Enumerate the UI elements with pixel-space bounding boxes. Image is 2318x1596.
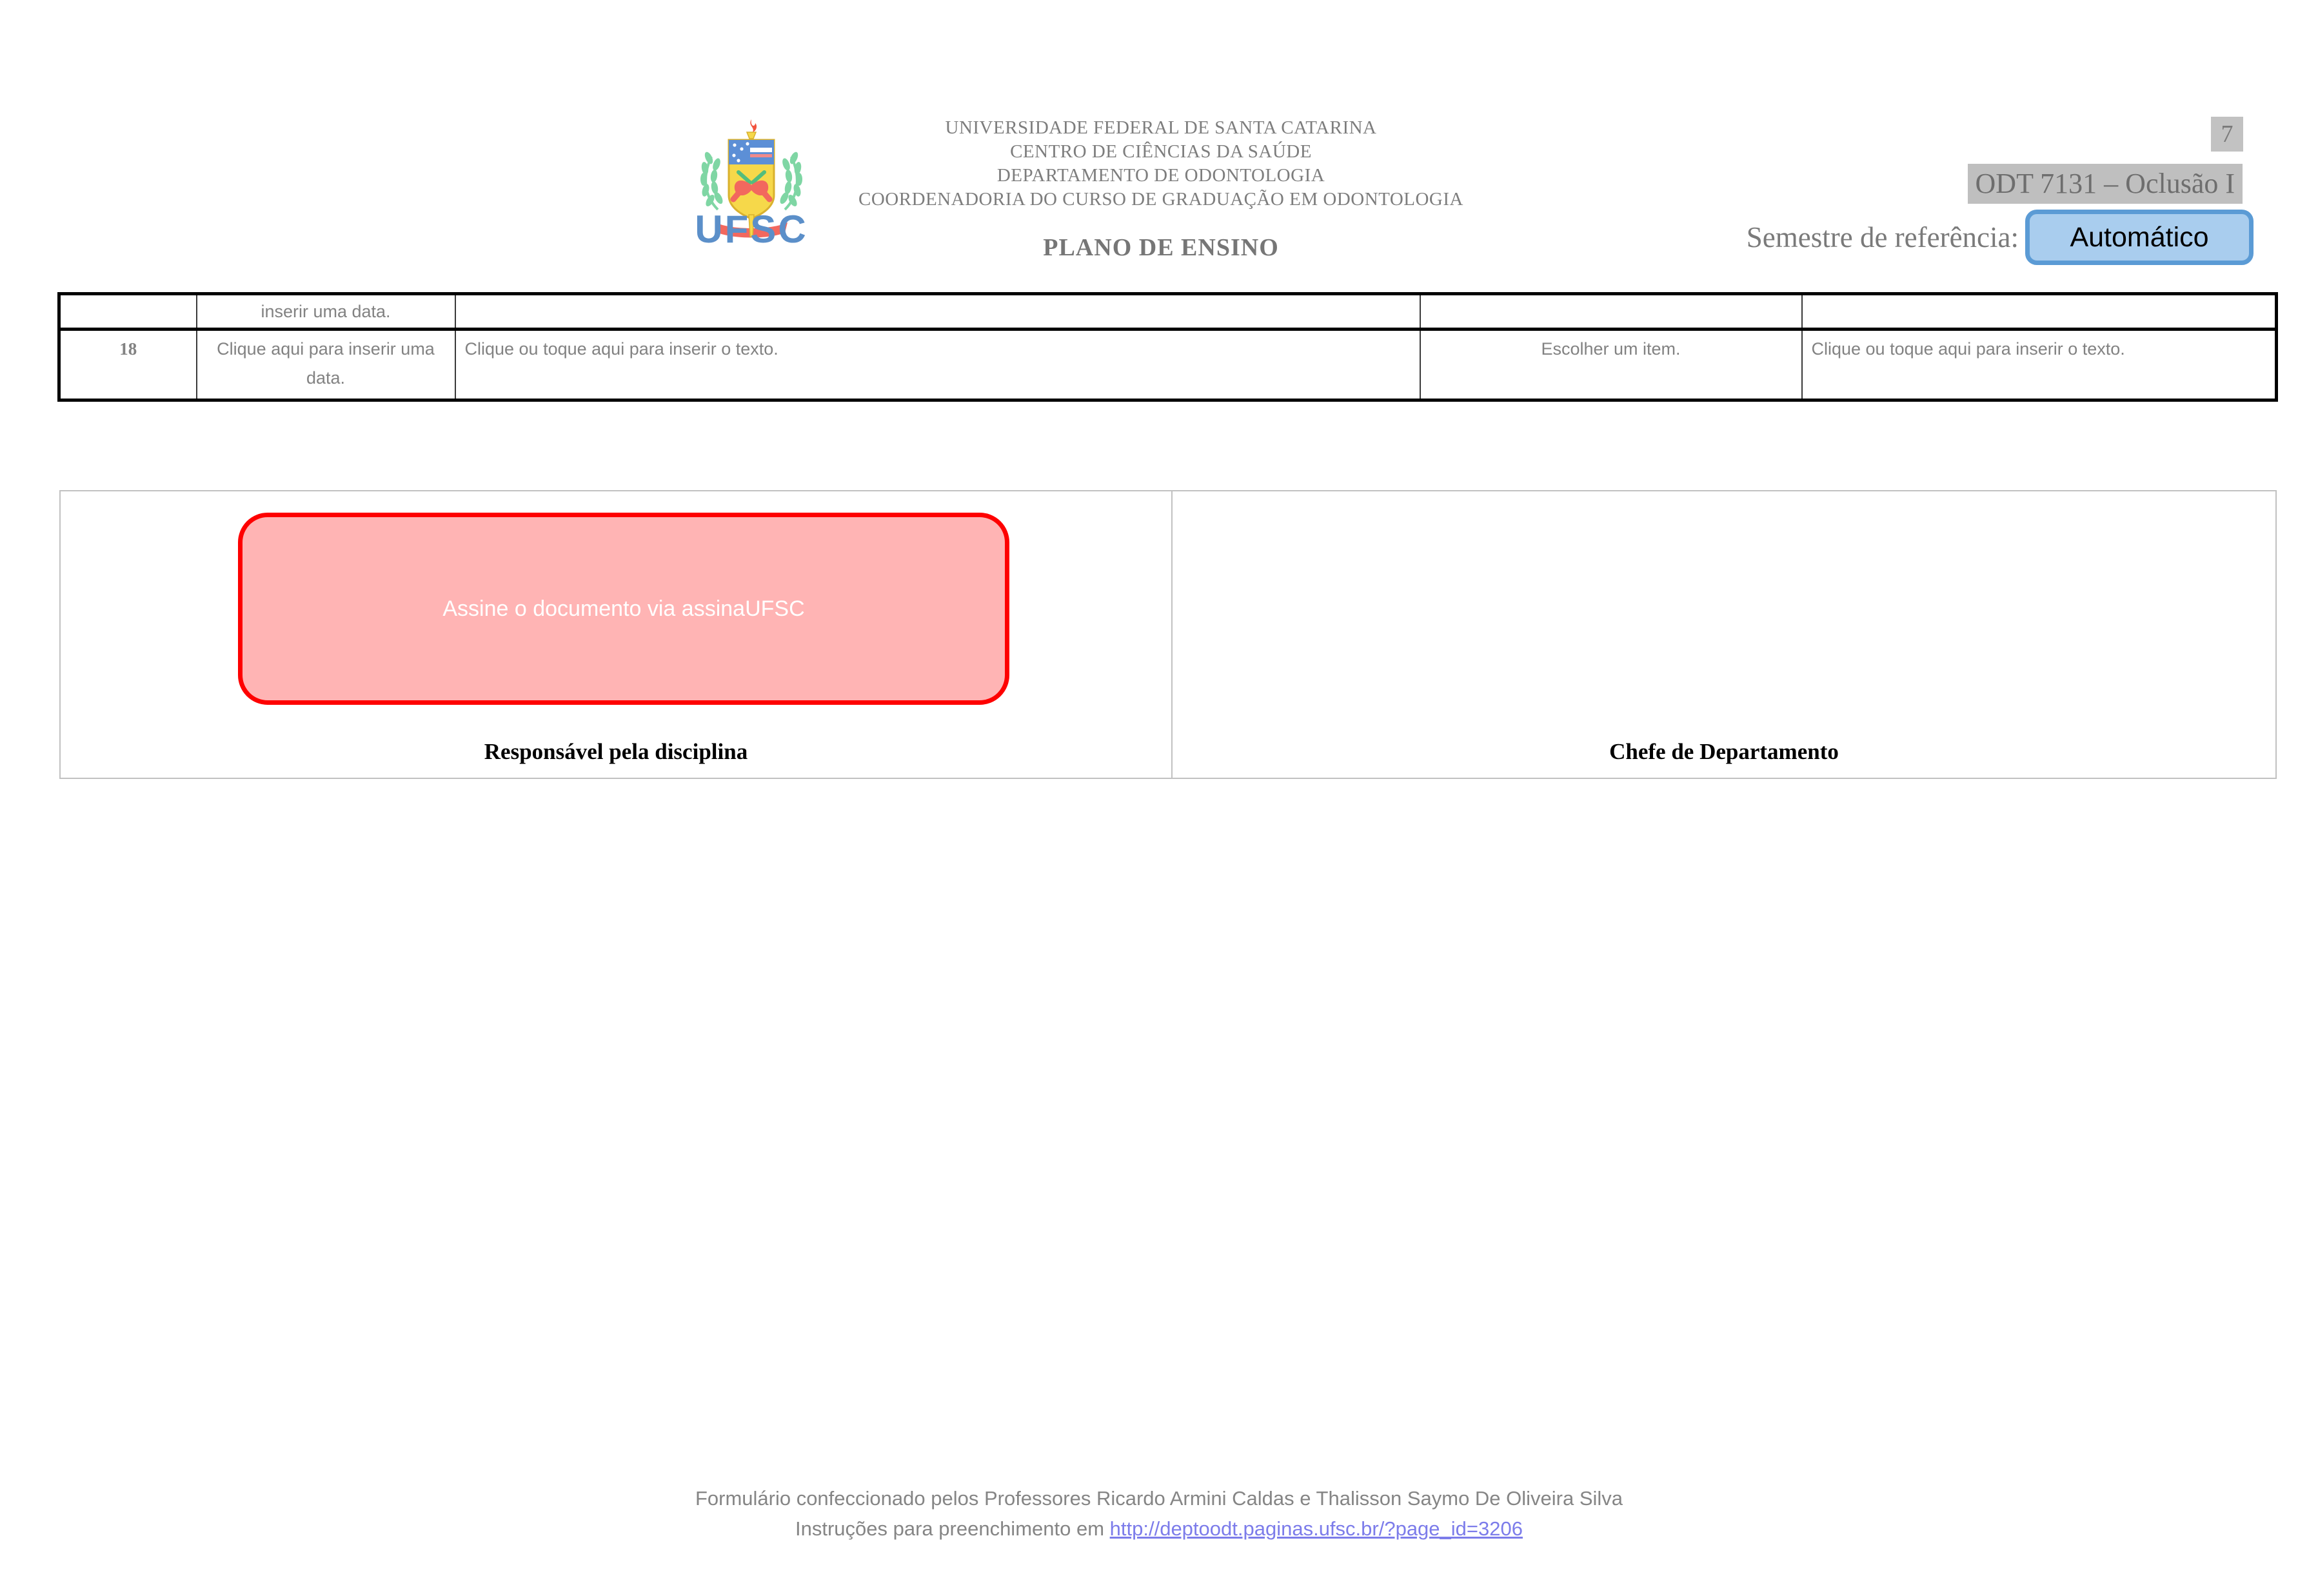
schedule-table [57, 292, 2278, 402]
signature-label-responsavel: Responsável pela disciplina [484, 739, 748, 764]
institution-line-4: COORDENADORIA DO CURSO DE GRADUAÇÃO EM ODONTOLOGIA [858, 189, 1463, 210]
assina-ufsc-stamp-button[interactable] [238, 513, 1009, 705]
institution-line-1: UNIVERSIDADE FEDERAL DE SANTA CATARINA [945, 117, 1377, 138]
cell-week-number: 18 [59, 330, 197, 400]
course-code-field: ODT 7131 – Oclusão I [1968, 164, 2243, 204]
page-title: PLANO DE ENSINO [1043, 234, 1279, 261]
page-footer [0, 1483, 2318, 1544]
cell-text-placeholder[interactable] [1802, 294, 2277, 330]
semester-label: Semestre de referência: [1746, 221, 2019, 253]
signature-cell-chefe [1173, 491, 2275, 778]
institution-line-3: DEPARTAMENTO DE ODONTOLOGIA [996, 165, 1325, 186]
ufsc-wordmark: UFSC [695, 208, 808, 251]
footer-instructions [0, 1513, 2318, 1544]
table-row [59, 294, 2277, 330]
cell-item-placeholder[interactable]: Escolher um item. [1420, 330, 1802, 400]
semester-dropdown-button[interactable]: Automático [2025, 210, 2254, 265]
footer-credit: Formulário confeccionado pelos Professores Ricardo Armini Caldas e Thalisson Saymo De Oliveira Silva [695, 1487, 1623, 1510]
cell-date-placeholder[interactable]: Clique aqui para inserir uma data. [197, 330, 455, 400]
cell-item-placeholder[interactable] [1420, 294, 1802, 330]
signature-section [59, 490, 2277, 779]
signature-label-chefe: Chefe de Departamento [1609, 739, 1839, 764]
page-number: 7 [2211, 117, 2243, 152]
semester-row [1747, 210, 2254, 265]
institution-header [774, 116, 1548, 212]
cell-date-placeholder[interactable]: inserir uma data. [197, 294, 455, 330]
footer-instructions-prefix: Instruções para preenchimento em [795, 1517, 1110, 1540]
institution-line-2: CENTRO DE CIÊNCIAS DA SAÚDE [1010, 141, 1312, 162]
cell-content-placeholder[interactable] [455, 294, 1420, 330]
table-row [59, 330, 2277, 400]
cell-text-placeholder[interactable]: Clique ou toque aqui para inserir o texto. [1802, 330, 2277, 400]
cell-week-number [59, 294, 197, 330]
footer-instructions-link[interactable]: http://deptoodt.paginas.ufsc.br/?page_id=3206 [1109, 1517, 1523, 1540]
stamp-label: Assine o documento via assinaUFSC [442, 596, 805, 621]
cell-content-placeholder[interactable]: Clique ou toque aqui para inserir o texto. [455, 330, 1420, 400]
signature-cell-responsavel [61, 491, 1173, 778]
